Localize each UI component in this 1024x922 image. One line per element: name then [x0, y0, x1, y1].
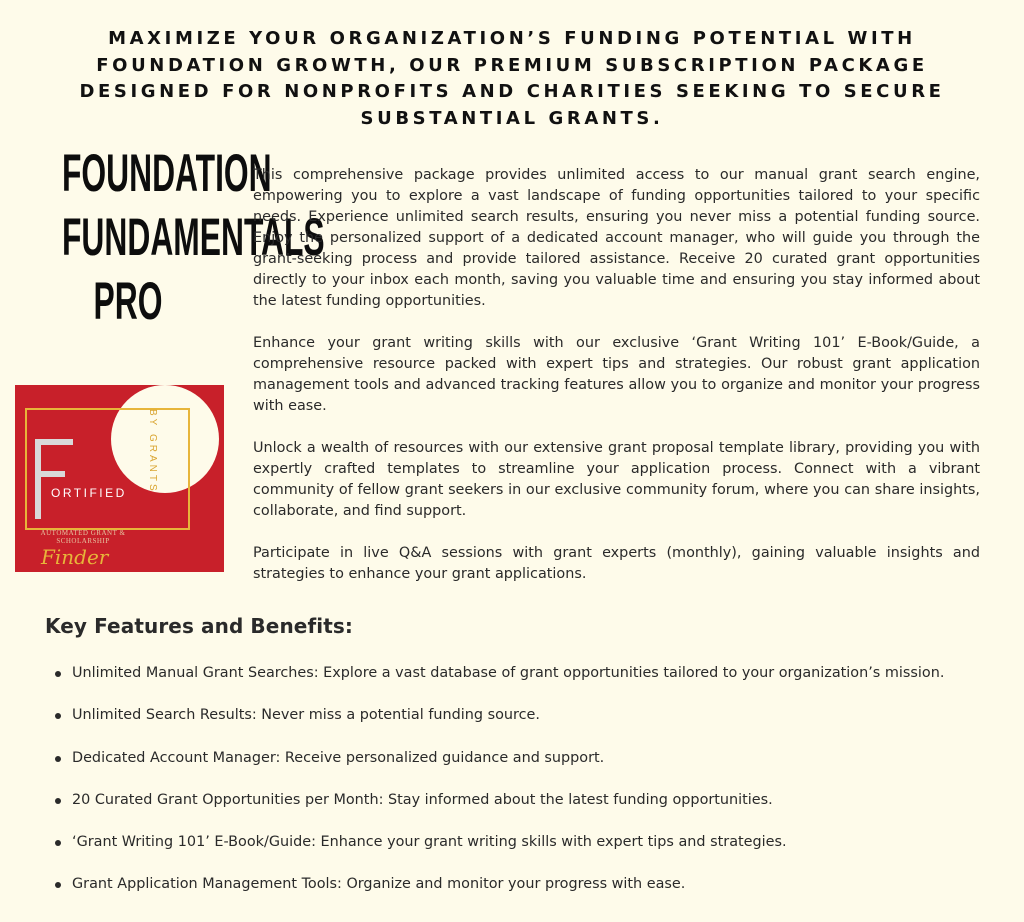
feature-item: Unlimited Search Results: Never miss a potential funding source. — [50, 705, 944, 747]
fortified-logo — [15, 385, 224, 572]
logo-tagline: AUTOMATED GRANT & SCHOLARSHIP — [40, 529, 126, 545]
package-title-line-1: FOUNDATION — [62, 144, 272, 203]
features-list — [50, 663, 944, 917]
logo-f-letter-top-bar — [35, 439, 73, 445]
package-title-line-2: FUNDAMENTALS — [62, 208, 325, 267]
description-paragraph-1: This comprehensive package provides unlimited access to our manual grant search engine, empowering you to explore a vast landscape of funding opportunities tailored to your specific needs. Experience unlimited search results, ensuring you never miss a potential funding source. Enjoy the personalized support of a dedicated account manager, who will guide you through the grant-seeking process and provide tailored assistance. Receive 20 curated grant opportunities directly to your inbox each month, saving you valuable time and ensuring you stay informed about the latest funding opportunities. — [253, 167, 980, 309]
feature-item: Dedicated Account Manager: Receive personalized guidance and support. — [50, 748, 944, 790]
feature-item: Unlimited Manual Grant Searches: Explore a vast database of grant opportunities tailored to your organization’s mission. — [50, 663, 944, 705]
logo-vertical-text: BY GRANTS — [147, 409, 158, 494]
description-paragraph-2: Enhance your grant writing skills with our exclusive ‘Grant Writing 101’ E-Book/Guide, a comprehensive resource packed with expert tips and strategies. Our robust grant application management tools and advanced tracking features allow you to organize and monitor your progress with ease. — [253, 335, 980, 414]
package-title — [62, 142, 325, 334]
headline: MAXIMIZE YOUR ORGANIZATION’S FUNDING POTENTIAL WITH FOUNDATION GROWTH, OUR PREMIUM SUBSCRIPTION PACKAGE DESIGNED FOR NONPROFITS AND CHARITIES SEEKING TO SECURE SUBSTANTIAL GRANTS. — [79, 28, 945, 129]
description — [253, 165, 980, 606]
feature-item: 20 Curated Grant Opportunities per Month: Stay informed about the latest funding opportunities. — [50, 790, 944, 832]
description-paragraph-4: Participate in live Q&A sessions with grant experts (monthly), gaining valuable insights and strategies to enhance your grant applications. — [253, 545, 980, 582]
logo-name: ORTIFIED — [51, 486, 127, 500]
logo-f-letter-stem — [35, 439, 41, 519]
description-paragraph-3: Unlock a wealth of resources with our extensive grant proposal template library, providing you with expertly crafted templates to streamline your application process. Connect with a vibrant community of fellow grant seekers in our exclusive community forum, where you can share insights, collaborate, and find support. — [253, 440, 980, 519]
features-heading: Key Features and Benefits: — [45, 614, 353, 638]
package-title-line-3: PRO — [93, 272, 163, 331]
feature-item: Grant Application Management Tools: Organize and monitor your progress with ease. — [50, 874, 944, 916]
logo-gold-frame — [25, 408, 190, 530]
feature-item: ‘Grant Writing 101’ E-Book/Guide: Enhance your grant writing skills with expert tips and strategies. — [50, 832, 944, 874]
logo-f-letter-mid-bar — [35, 471, 65, 477]
logo-script-word: Finder — [41, 545, 109, 569]
